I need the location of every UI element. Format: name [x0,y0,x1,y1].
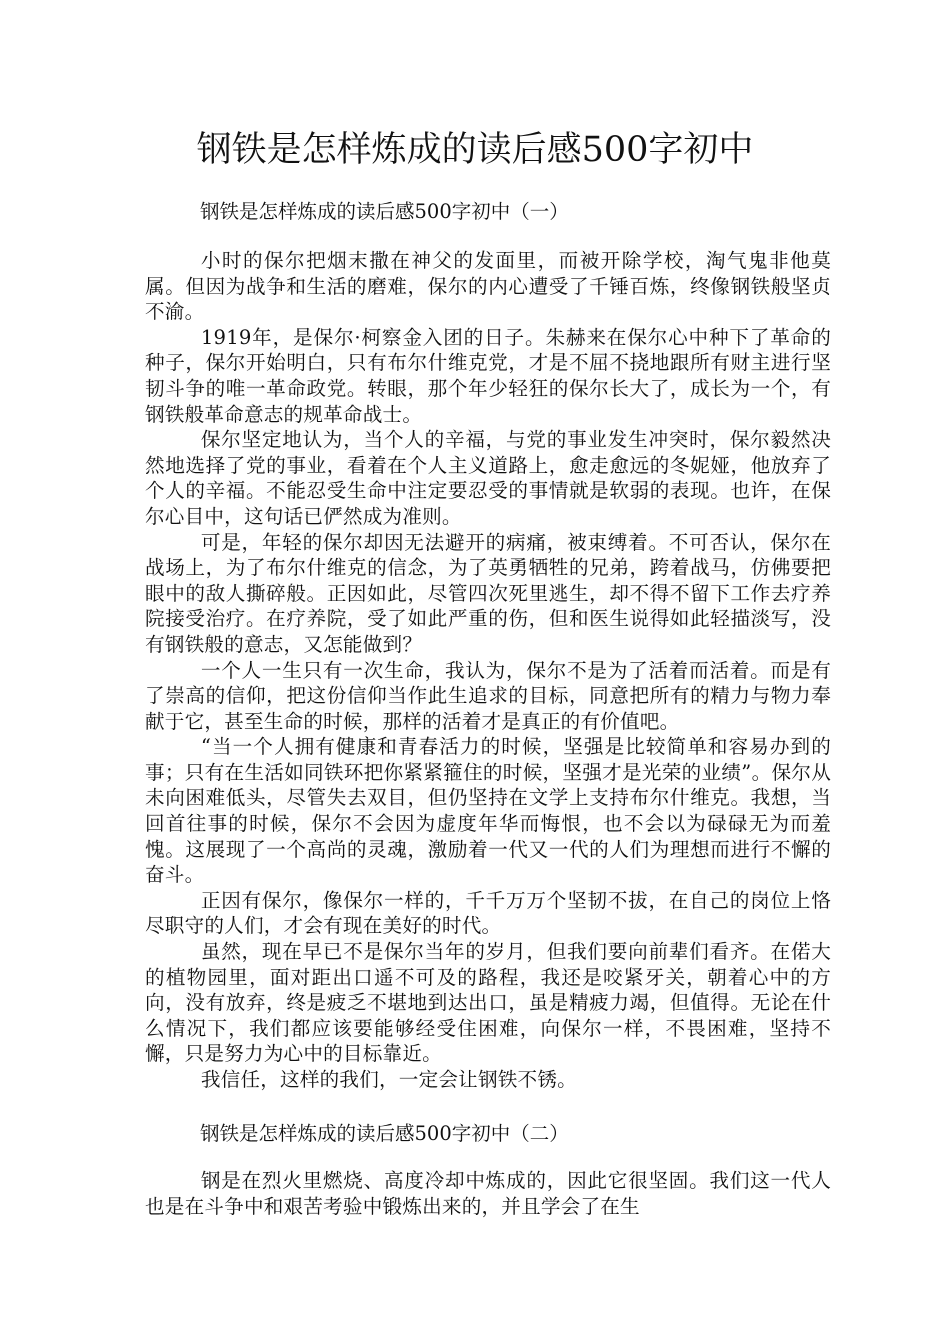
section-heading-2: 钢铁是怎样炼成的读后感500字初中（二） [200,1122,569,1145]
paragraph: 虽然，现在早已不是保尔当年的岁月，但我们要向前辈们看齐。在偌大的植物园里，面对距出口遥不可及的路程，我还是咬紧牙关，朝着心中的方向，没有放弃，终是疲乏不堪地到达出口，虽是精疲力竭，但值得。无论在什么情况下，我们都应该要能够经受住困难，向保尔一样，不畏困难，坚持不懈，只是努力为心中的目标靠近。 [145,940,831,1066]
paragraph: 正因有保尔，像保尔一样的，千千万万个坚韧不拔，在自己的岗位上恪尽职守的人们，才会有现在美好的时代。 [145,888,831,938]
paragraph: 我信任，这样的我们，一定会让钢铁不锈。 [200,1068,577,1091]
paragraph: 保尔坚定地认为，当个人的辛福，与党的事业发生冲突时，保尔毅然决然地选择了党的事业，看着在个人主义道路上，愈走愈远的冬妮娅，他放弃了个人的辛福。不能忍受生命中注定要忍受的事情就是软弱的表现。也许，在保尔心目中，这句话已俨然成为准则。 [145,428,831,528]
document-title: 钢铁是怎样炼成的读后感500字初中 [196,130,754,170]
paragraph: 可是，年轻的保尔却因无法避开的病痛，被束缚着。不可否认，保尔在战场上，为了布尔什维克的信念，为了英勇牺牲的兄弟，跨着战马，仿佛要把眼中的敌人撕碎般。正因如此，尽管四次死里逃生，却不得不留下工作去疗养院接受治疗。在疗养院，受了如此严重的伤，但和医生说得如此轻描淡写，没有钢铁般的意志，又怎能做到？ [145,530,831,656]
paragraph: 小时的保尔把烟末撒在神父的发面里，而被开除学校，淘气鬼非他莫属。但因为战争和生活的磨难，保尔的内心遭受了千锤百炼，终像钢铁般坚贞不渝。 [145,249,831,324]
paragraph: 一个人一生只有一次生命，我认为，保尔不是为了活着而活着。而是有了崇高的信仰，把这份信仰当作此生追求的目标，同意把所有的精力与物力奉献于它，甚至生命的时候，那样的活着才是真正的有价值吧。 [145,658,831,733]
section-body-2 [145,1168,831,1219]
paragraph: “当一个人拥有健康和青春活力的时候，坚强是比较简单和容易办到的事；只有在生活如同铁环把你紧紧箍住的时候，坚强才是光荣的业绩”。保尔从未向困难低头，尽管失去双目，但仍坚持在文学上支持布尔什维克。我想，当回首往事的时候，保尔不会因为虚度年华而悔恨，也不会以为碌碌无为而羞愧。这展现了一个高尚的灵魂，激励着一代又一代的人们为理想而进行不懈的奋斗。 [145,735,831,887]
paragraph: 1919年，是保尔·柯察金入团的日子。朱赫来在保尔心中种下了革命的种子，保尔开始明白，只有布尔什维克党，才是不屈不挠地跟所有财主进行坚韧斗争的唯一革命政党。转眼，那个年少轻狂的保尔长大了，成长为一个，有钢铁般革命意志的规革命战士。 [145,325,831,426]
section-body-1 [145,248,831,1093]
section-heading-1: 钢铁是怎样炼成的读后感500字初中（一） [200,200,569,223]
paragraph: 钢是在烈火里燃烧、高度冷却中炼成的，因此它很坚固。我们这一代人也是在斗争中和艰苦考验中锻炼出来的，并且学会了在生 [145,1169,831,1218]
